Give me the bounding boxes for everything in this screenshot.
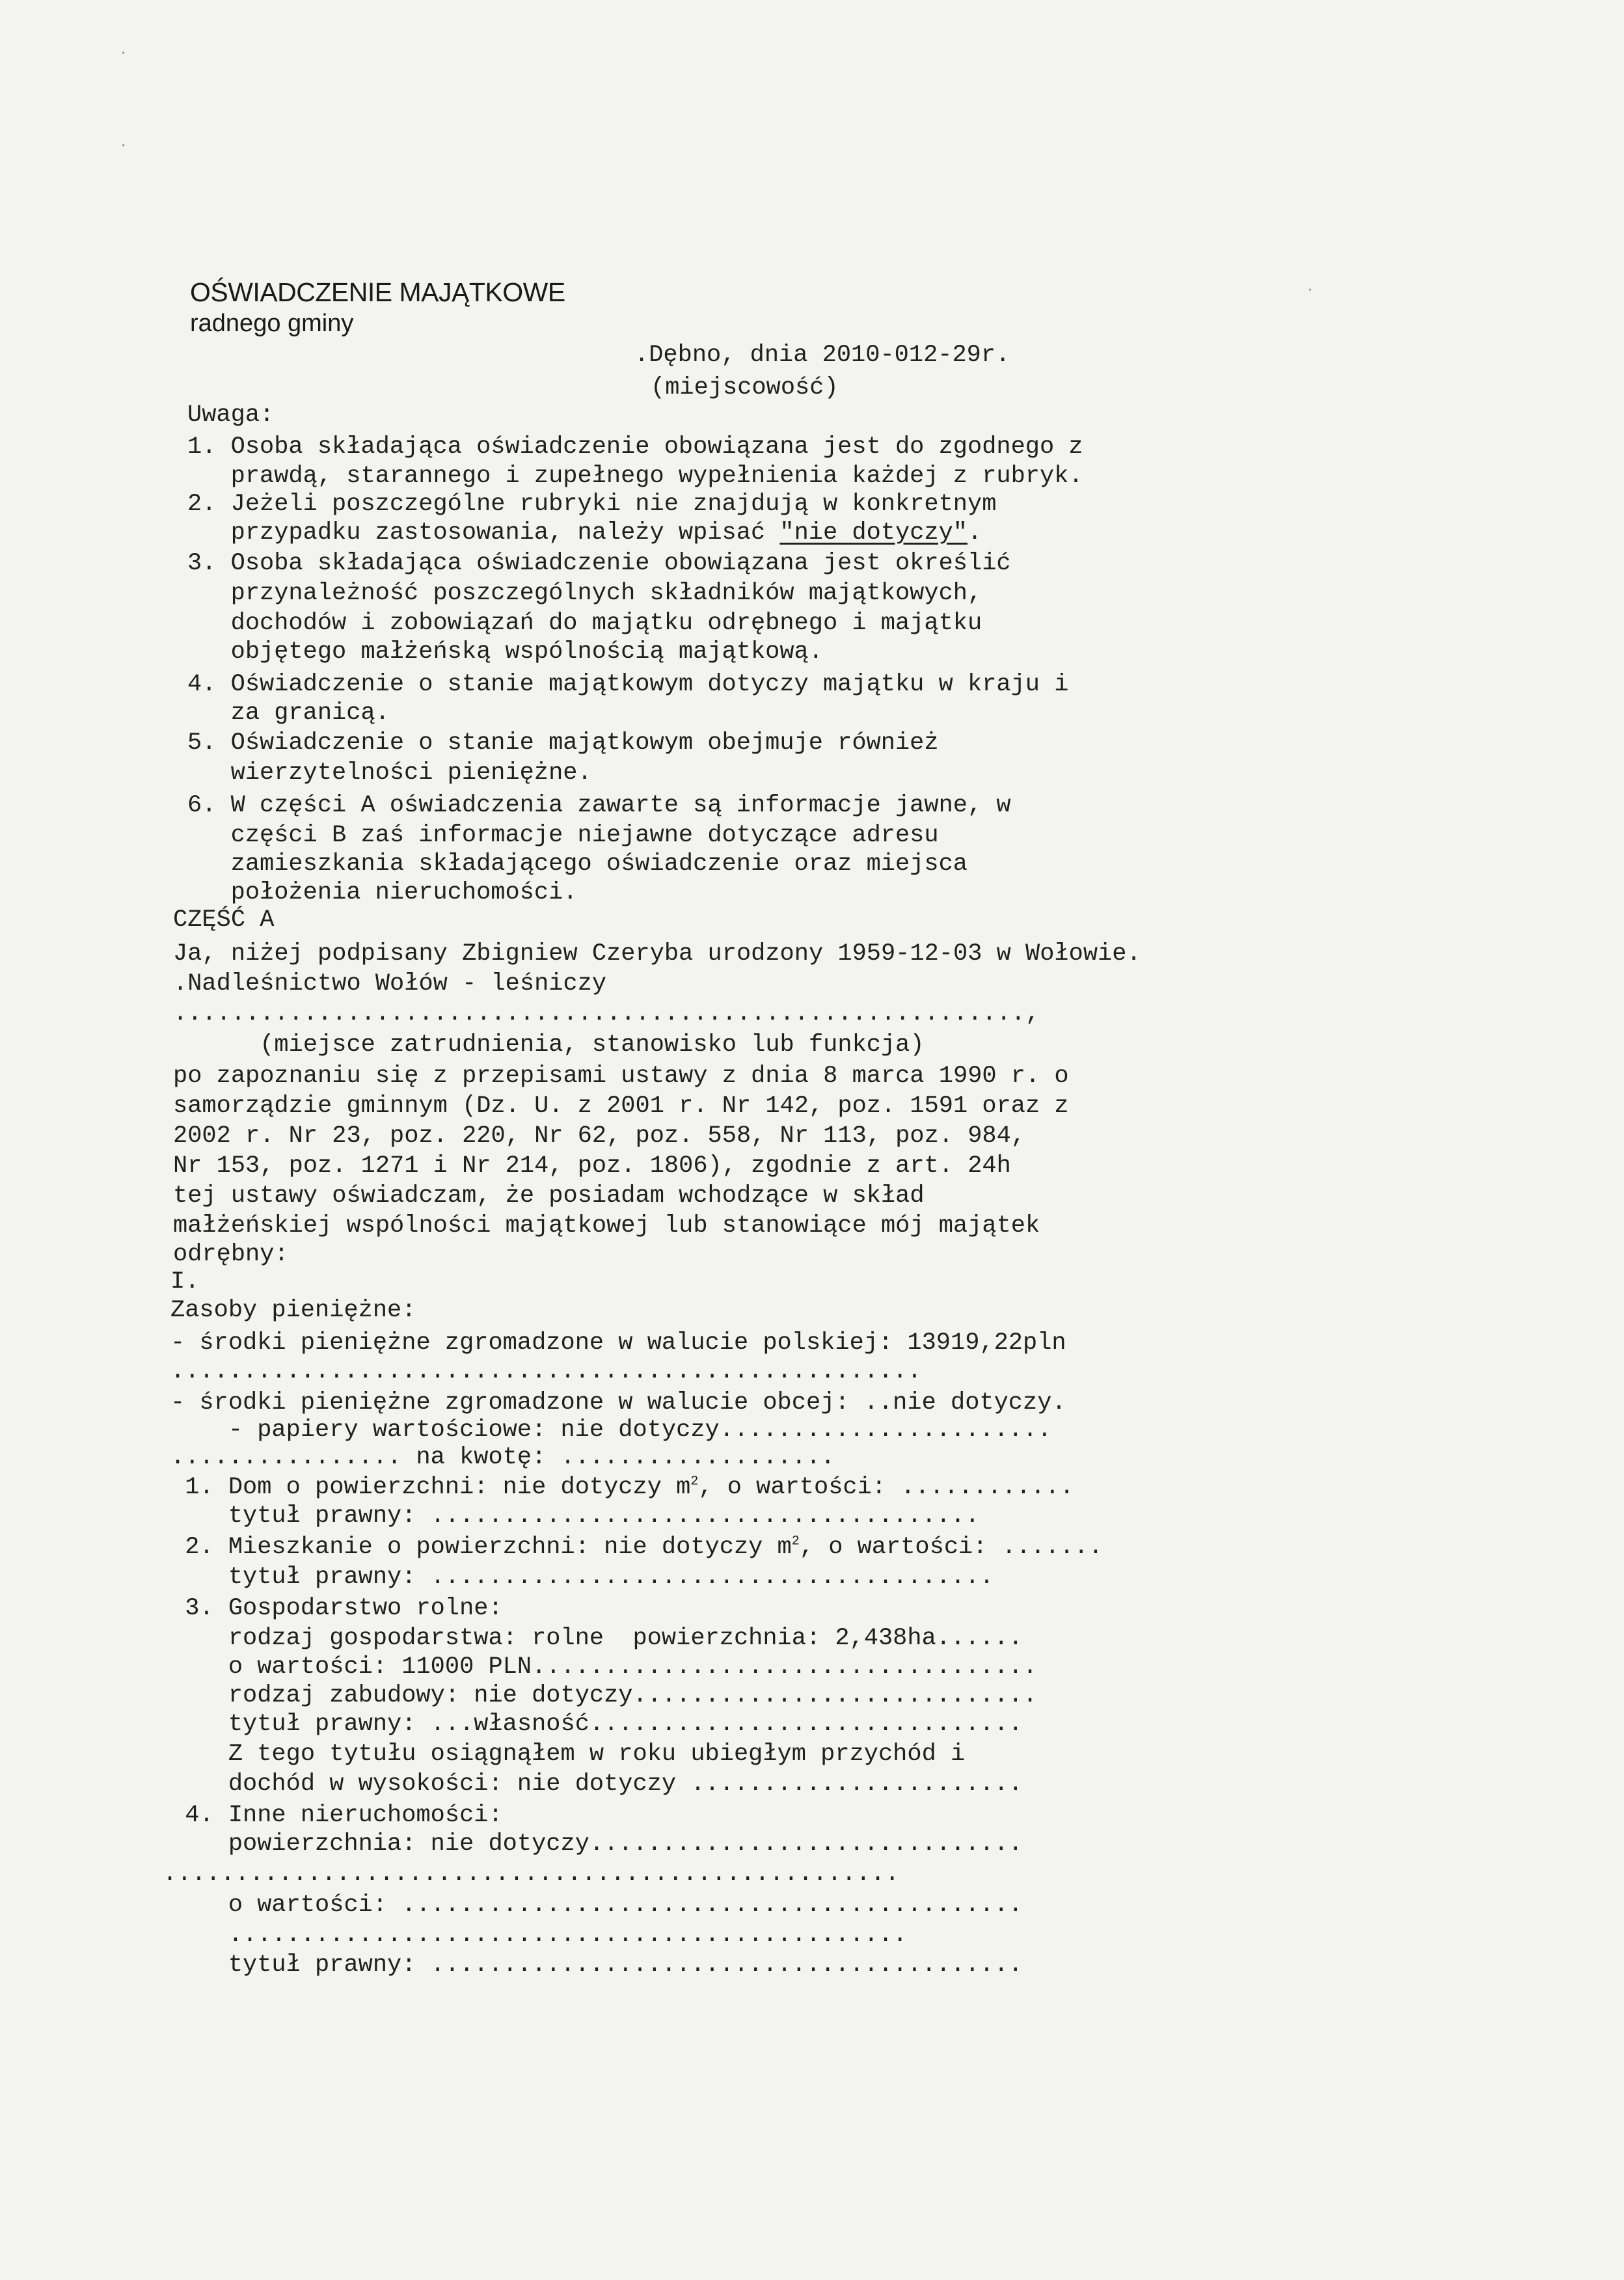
uwaga-line: 3. Osoba składająca oświadczenie obowiązana jest określić xyxy=(187,550,1011,577)
uwaga-line: prawdą, starannego i zupełnego wypełnienia każdej z rubryk. xyxy=(187,463,1083,490)
section-line: - środki pieniężne zgromadzone w walucie polskiej: 13919,22pln xyxy=(170,1329,1066,1357)
property-line: tytuł prawny: ......................................... xyxy=(170,1951,1023,1979)
section-line: ................ na kwotę: ................... xyxy=(170,1444,835,1471)
property-text: , o wartości: ............ xyxy=(698,1474,1074,1501)
uwaga-line: 6. W części A oświadczenia zawarte są informacje jawne, w xyxy=(187,792,1011,819)
place-date: .Dębno, dnia 2010-012-29r. xyxy=(634,342,1010,369)
superscript: 2 xyxy=(791,1534,800,1549)
part-a-line: tej ustawy oświadczam, że posiadam wchodzące w skład xyxy=(173,1182,925,1210)
section-line: .................................................... xyxy=(170,1358,922,1385)
uwaga-line: przynależność poszczególnych składników majątkowych, xyxy=(187,580,982,607)
property-line: rodzaj gospodarstwa: rolne powierzchnia: 2,438ha...... xyxy=(170,1625,1023,1652)
property-line: tytuł prawny: ....................................... xyxy=(170,1564,994,1591)
part-a-line: małżeńskiej wspólności majątkowej lub stanowiące mój majątek xyxy=(173,1212,1040,1240)
place-label: (miejscowość) xyxy=(651,374,839,401)
property-text: , o wartości: ....... xyxy=(799,1534,1103,1561)
property-line: tytuł prawny: ...własność.............................. xyxy=(170,1711,1023,1738)
uwaga-line: objętego małżeńską wspólnością majątkową. xyxy=(187,638,823,666)
property-line xyxy=(170,1533,1103,1562)
scan-mark: · xyxy=(121,138,126,154)
uwaga-line-text: . xyxy=(968,519,982,547)
section-heading: Zasoby pieniężne: xyxy=(170,1297,416,1324)
section-line: - środki pieniężne zgromadzone w walucie obcej: ..nie dotyczy. xyxy=(170,1389,1066,1417)
uwaga-line: za granicą. xyxy=(187,699,390,727)
document-title: OŚWIADCZENIE MAJĄTKOWE xyxy=(190,277,565,307)
uwaga-line: 4. Oświadczenie o stanie majątkowym dotyczy majątku w kraju i xyxy=(187,671,1069,698)
document-subtitle: radnego gminy xyxy=(190,310,354,337)
uwaga-line: 1. Osoba składająca oświadczenie obowiązana jest do zgodnego z xyxy=(187,433,1083,461)
property-line: rodzaj zabudowy: nie dotyczy............................ xyxy=(170,1682,1038,1709)
section-roman: I. xyxy=(170,1268,200,1296)
property-line: o wartości: 11000 PLN................................... xyxy=(170,1653,1038,1681)
property-line: ............................................... xyxy=(170,1921,908,1949)
part-a-line: 2002 r. Nr 23, poz. 220, Nr 62, poz. 558, Nr 113, poz. 984, xyxy=(173,1122,1026,1150)
scan-mark: · xyxy=(1308,282,1312,299)
nie-dotyczy-phrase: "nie dotyczy" xyxy=(779,519,968,547)
uwaga-line xyxy=(187,519,982,548)
section-line: - papiery wartościowe: nie dotyczy....................... xyxy=(170,1417,1052,1444)
uwaga-heading: Uwaga: xyxy=(187,401,275,429)
part-a-line: odrębny: xyxy=(173,1241,289,1268)
uwaga-line: 5. Oświadczenie o stanie majątkowym obejmuje również xyxy=(187,729,939,757)
property-line: powierzchnia: nie dotyczy.............................. xyxy=(170,1830,1023,1858)
uwaga-line: części B zaś informacje niejawne dotyczące adresu xyxy=(187,822,939,849)
part-a-line: .Nadleśnictwo Wołów - leśniczy xyxy=(173,970,607,998)
part-a-line: Nr 153, poz. 1271 i Nr 214, poz. 1806), zgodnie z art. 24h xyxy=(173,1152,1011,1180)
part-a-line: Ja, niżej podpisany Zbigniew Czeryba urodzony 1959-12-03 w Wołowie. xyxy=(173,940,1141,968)
superscript: 2 xyxy=(690,1474,699,1489)
property-line: 4. Inne nieruchomości: xyxy=(170,1802,503,1829)
scan-mark: · xyxy=(121,46,126,62)
property-line: tytuł prawny: ...................................... xyxy=(170,1502,980,1530)
part-a-line: samorządzie gminnym (Dz. U. z 2001 r. Nr 142, poz. 1591 oraz z xyxy=(173,1092,1069,1120)
property-line xyxy=(170,1473,1074,1502)
uwaga-line-text: przypadku zastosowania, należy wpisać xyxy=(187,519,780,547)
property-text: 1. Dom o powierzchni: nie dotyczy m xyxy=(170,1474,691,1501)
part-a-line: (miejsce zatrudnienia, stanowisko lub funkcja) xyxy=(173,1031,925,1059)
property-line: ................................................... xyxy=(163,1860,900,1888)
property-line: dochód w wysokości: nie dotyczy ....................... xyxy=(170,1771,1023,1798)
part-a-line: po zapoznaniu się z przepisami ustawy z dnia 8 marca 1990 r. o xyxy=(173,1063,1069,1090)
part-a-heading: CZĘŚĆ A xyxy=(173,906,275,934)
uwaga-line: położenia nieruchomości. xyxy=(187,879,578,906)
property-text: 2. Mieszkanie o powierzchni: nie dotyczy m xyxy=(170,1534,792,1561)
property-line: 3. Gospodarstwo rolne: xyxy=(170,1595,503,1622)
property-line: Z tego tytułu osiągnąłem w roku ubiegłym przychód i xyxy=(170,1741,966,1768)
uwaga-line: 2. Jeżeli poszczególne rubryki nie znajdują w konkretnym xyxy=(187,491,997,518)
uwaga-line: dochodów i zobowiązań do majątku odrębnego i majątku xyxy=(187,610,982,637)
part-a-line: ..........................................................., xyxy=(173,1000,1040,1027)
document-header xyxy=(190,276,565,338)
property-line: o wartości: ........................................... xyxy=(170,1892,1023,1919)
uwaga-line: wierzytelności pieniężne. xyxy=(187,759,592,787)
uwaga-line: zamieszkania składającego oświadczenie oraz miejsca xyxy=(187,850,968,878)
